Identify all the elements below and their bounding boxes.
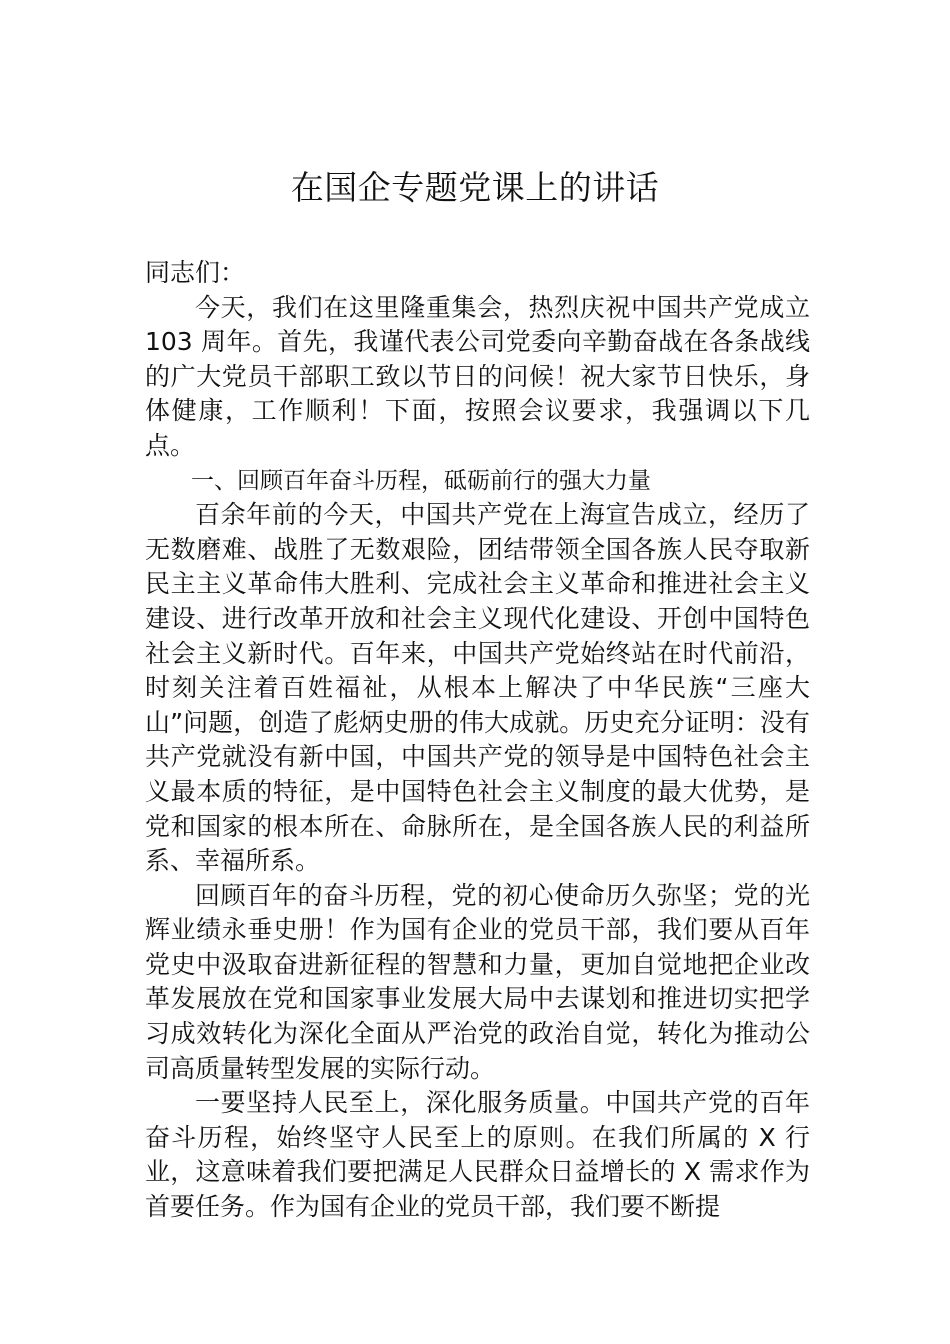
salutation: 同志们： <box>145 258 246 287</box>
document-body <box>145 256 810 1225</box>
paragraph-opening: 今天，我们在这里隆重集会，热烈庆祝中国共产党成立 103 周年。首先，我谨代表公司党委向辛勤奋战在各条战线的广大党员干部职工致以节日的问候！祝大家节日快乐，身体健康，工作顺利！下面，按照会议要求，我强调以下几点。 <box>145 292 810 460</box>
document-title: 在国企专题党课上的讲话 <box>290 168 660 207</box>
paragraph-history: 百余年前的今天，中国共产党在上海宣告成立，经历了无数磨难、战胜了无数艰险，团结带领全国各族人民夺取新民主主义革命伟大胜利、完成社会主义革命和推进社会主义建设、进行改革开放和社会主义现代化建设、开创中国特色社会主义新时代。百年来，中国共产党始终站在时代前沿，时刻关注着百姓福祉，从根本上解决了中华民族“三座大山”问题，创造了彪炳史册的伟大成就。历史充分证明：没有共产党就没有新中国，中国共产党的领导是中国特色社会主义最本质的特征，是中国特色社会主义制度的最大优势，是党和国家的根本所在、命脉所在，是全国各族人民的利益所系、幸福所系。 <box>145 500 810 876</box>
paragraph-people-first: 一要坚持人民至上，深化服务质量。中国共产党的百年奋斗历程，始终坚守人民至上的原则。在我们所属的 X 行业，这意味着我们要把满足人民群众日益增长的 X 需求作为首要任务。作为国有企业的党员干部，我们要不断提 <box>145 1088 810 1222</box>
section-heading-1: 一、回顾百年奋斗历程，砥砺前行的强大力量 <box>191 467 651 494</box>
paragraph-review: 回顾百年的奋斗历程，党的初心使命历久弥坚；党的光辉业绩永垂史册！作为国有企业的党员干部，我们要从百年党史中汲取奋进新征程的智慧和力量，更加自觉地把企业改革发展放在党和国家事业发展大局中去谋划和推进切实把学习成效转化为深化全面从严治党的政治自觉，转化为推动公司高质量转型发展的实际行动。 <box>145 880 810 1083</box>
